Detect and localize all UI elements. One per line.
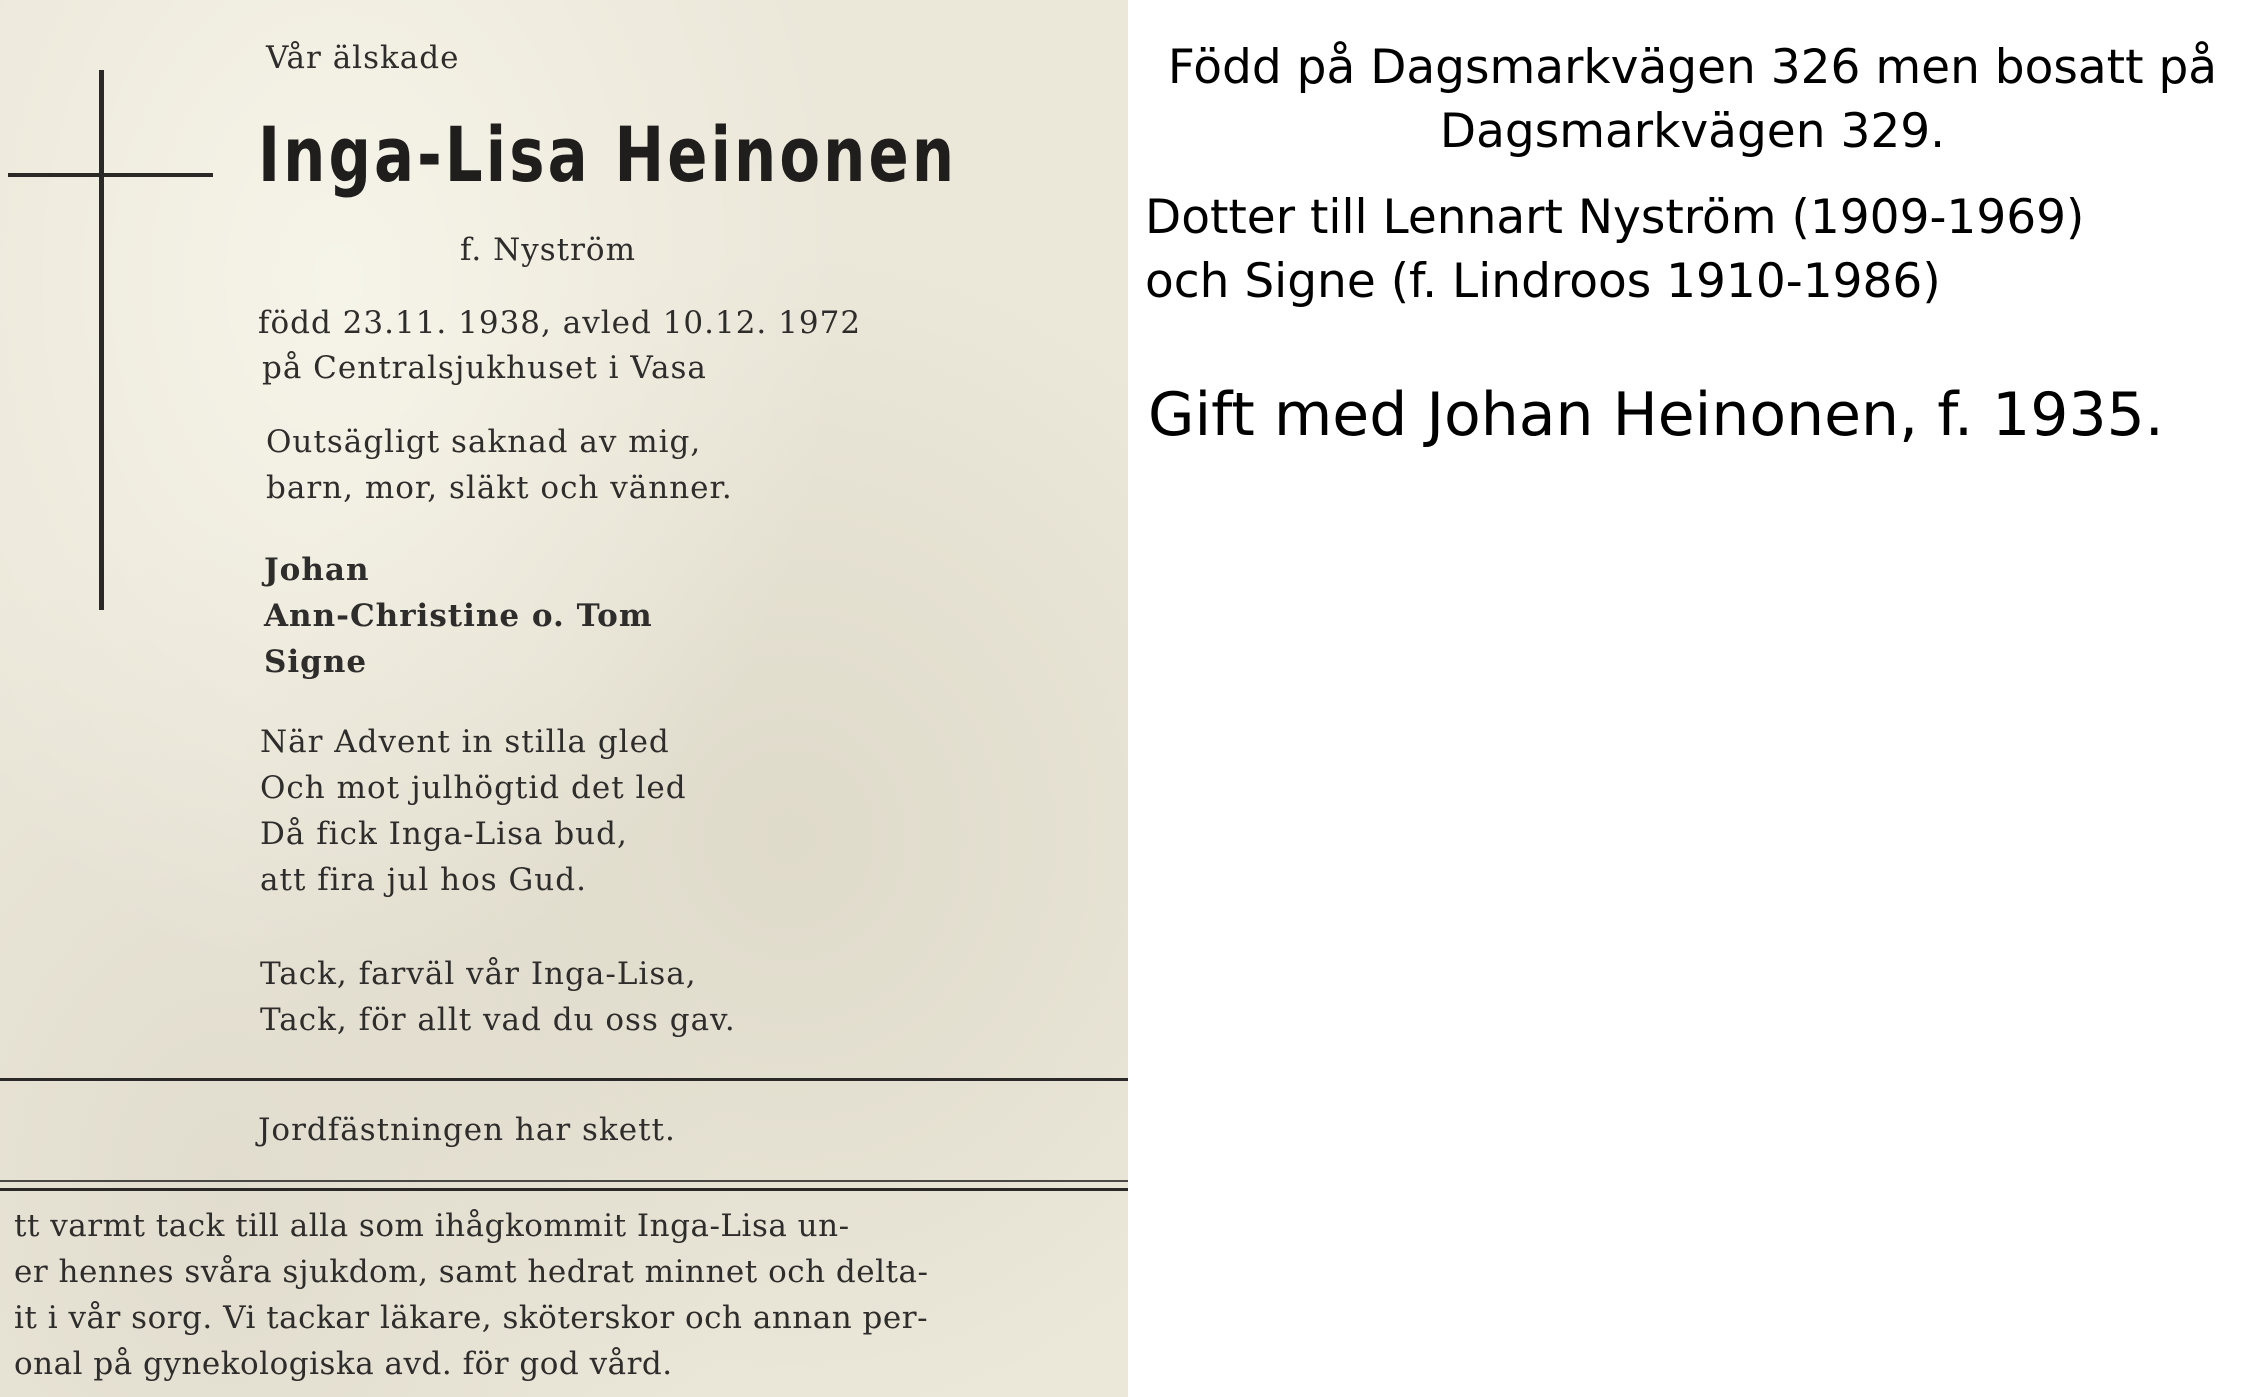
farewell-line: Tack, för allt vad du oss gav.: [260, 1002, 736, 1038]
missed-by-line: Outsägligt saknad av mig,: [266, 424, 702, 460]
deceased-name: Inga-Lisa Heinonen: [258, 110, 958, 199]
thanks-line: tt varmt tack till alla som ihågkommit Inga-Lisa un-: [14, 1208, 850, 1244]
divider: [0, 1078, 1128, 1081]
farewell-line: Tack, farväl vår Inga-Lisa,: [260, 956, 697, 992]
maiden-name: f. Nyström: [460, 232, 636, 268]
signatory: Johan: [264, 552, 370, 588]
place-of-death: på Centralsjukhuset i Vasa: [262, 350, 707, 386]
cross-bar: [8, 173, 213, 177]
birthplace-line: Född på Dagsmarkvägen 326 men bosatt på: [1167, 40, 2218, 95]
signatory: Ann-Christine o. Tom: [264, 598, 653, 634]
spouse-note: Gift med Johan Heinonen, f. 1935.: [1148, 380, 2164, 450]
thanks-line: onal på gynekologiska avd. för god vård.: [14, 1346, 673, 1382]
parents-line: Dotter till Lennart Nyström (1909-1969): [1145, 190, 2085, 245]
birthplace-note: [1140, 36, 2245, 164]
poem-line: att fira jul hos Gud.: [260, 862, 587, 898]
poem-line: När Advent in stilla gled: [260, 724, 670, 760]
poem-line: Då fick Inga-Lisa bud,: [260, 816, 628, 852]
thanks-line: it i vår sorg. Vi tackar läkare, sköterskor och annan per-: [14, 1300, 929, 1336]
cross-icon: [99, 70, 104, 610]
divider: [0, 1180, 1128, 1182]
burial-notice: Jordfästningen har skett.: [258, 1112, 676, 1148]
thanks-line: er hennes svåra sjukdom, samt hedrat minnet och delta-: [14, 1254, 929, 1290]
signatory: Signe: [264, 644, 368, 680]
parents-line: och Signe (f. Lindroos 1910-1986): [1145, 254, 1941, 309]
divider: [0, 1188, 1128, 1191]
obituary-intro: Vår älskade: [266, 40, 460, 76]
missed-by-line: barn, mor, släkt och vänner.: [266, 470, 733, 506]
parents-note: [1145, 186, 2084, 314]
poem-line: Och mot julhögtid det led: [260, 770, 687, 806]
birthplace-line: Dagsmarkvägen 329.: [1439, 104, 1946, 159]
birth-death-dates: född 23.11. 1938, avled 10.12. 1972: [258, 305, 862, 341]
